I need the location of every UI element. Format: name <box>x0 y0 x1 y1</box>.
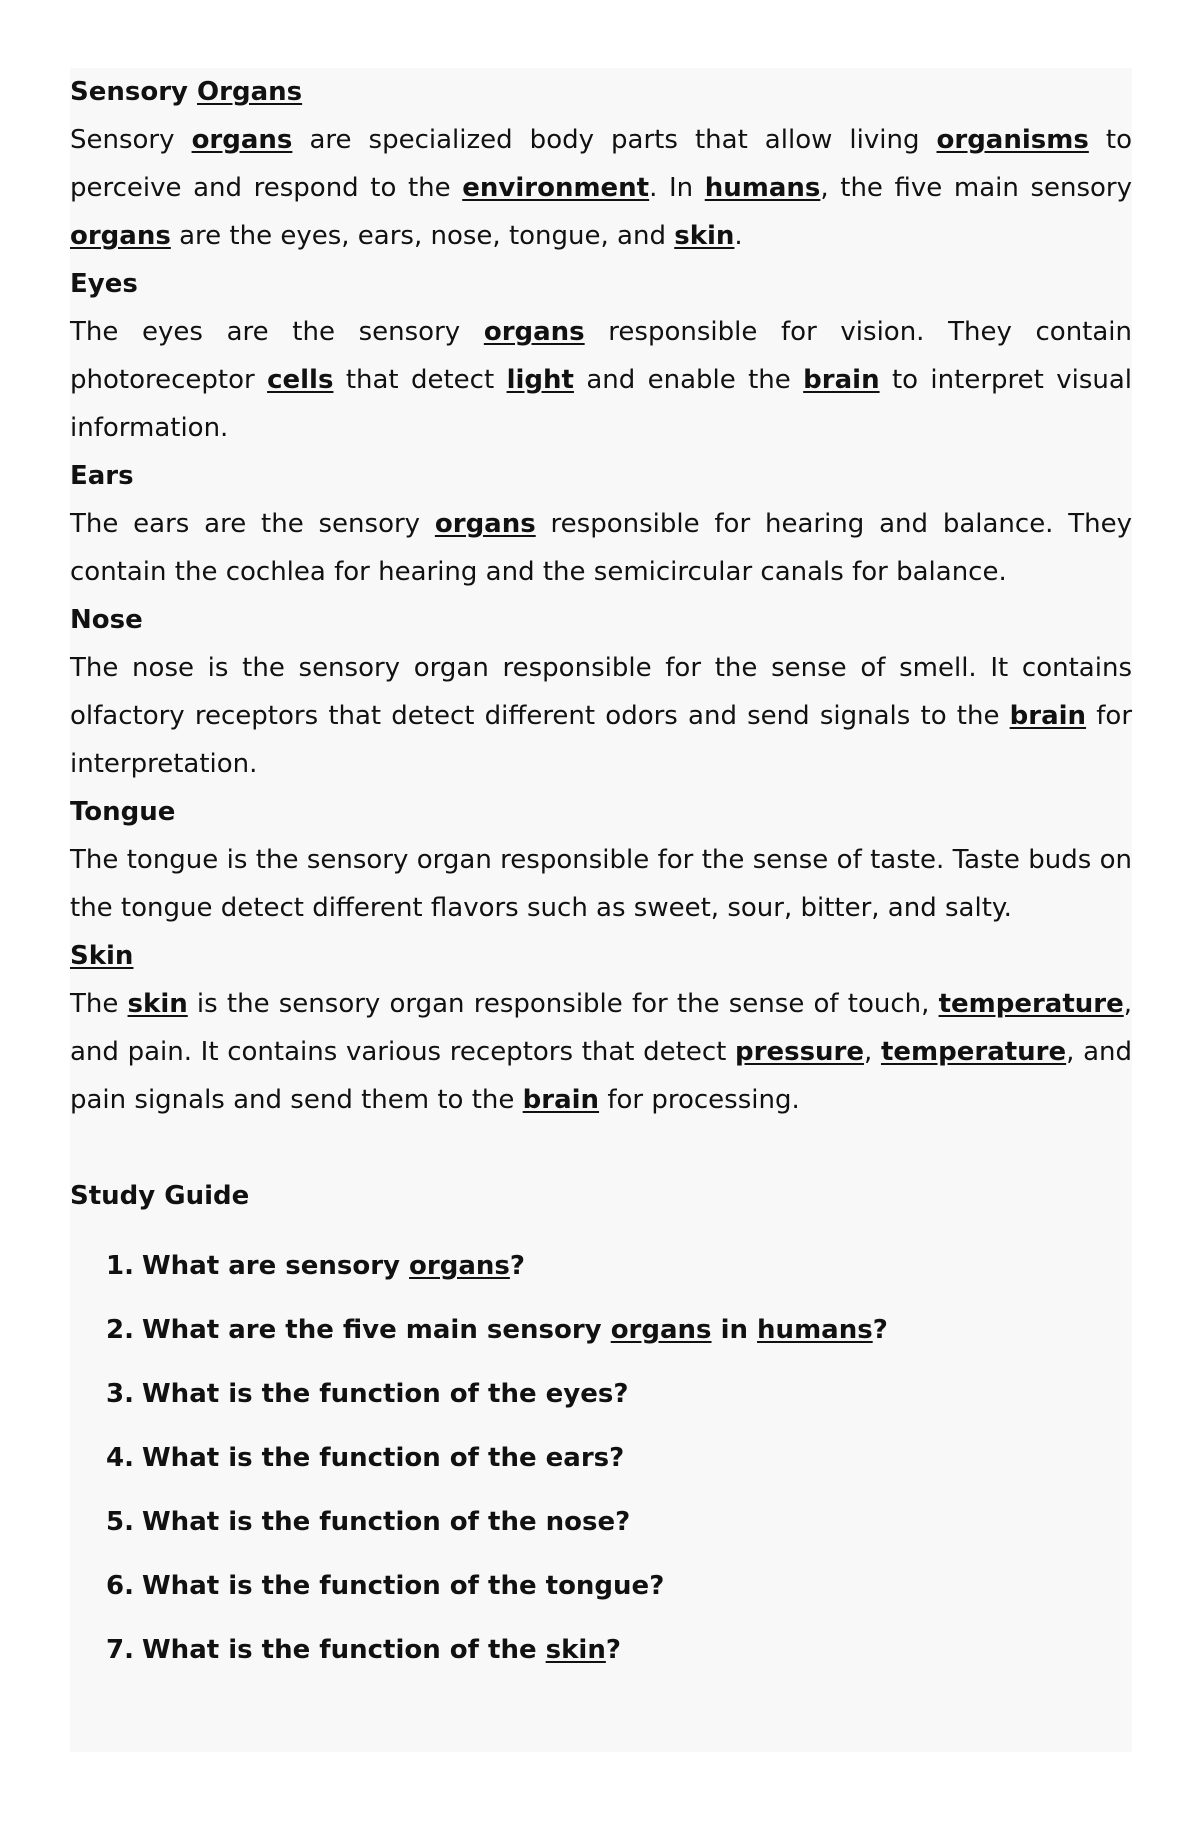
title-text: Sensory <box>70 77 198 107</box>
heading-nose: Nose <box>70 605 143 635</box>
link-organs[interactable]: organs <box>409 1251 510 1281</box>
link-humans[interactable]: humans <box>757 1315 873 1345</box>
list-item <box>106 1506 1132 1538</box>
link-skin[interactable]: skin <box>127 989 188 1019</box>
text: responsible for vision. They contain photoreceptor <box>70 317 1133 395</box>
document-body <box>70 68 1132 1752</box>
link-temperature[interactable]: temperature <box>880 1037 1067 1067</box>
text: The eyes are the sensory <box>70 317 484 347</box>
question-text: What is the function of the ears? <box>142 1443 625 1473</box>
link-humans[interactable]: humans <box>704 173 821 203</box>
link-organs[interactable]: organs <box>610 1315 712 1345</box>
link-organs[interactable]: organs <box>191 125 293 155</box>
text: are the eyes, ears, nose, tongue, and <box>170 221 675 251</box>
page-title <box>70 68 1132 116</box>
text: and enable the <box>573 365 804 395</box>
link-environment[interactable]: environment <box>462 173 650 203</box>
list-item <box>106 1378 1132 1410</box>
question-text: What is the function of the <box>142 1635 546 1665</box>
text: The nose is the sensory organ responsible for the sense of smell. It contains olfactory receptors that detect different odors and send signals to the <box>70 653 1132 731</box>
link-pressure[interactable]: pressure <box>735 1037 865 1067</box>
heading-skin[interactable]: Skin <box>70 941 134 971</box>
link-temperature[interactable]: temperature <box>938 989 1124 1019</box>
text: responsible for hearing and balance. They contain the cochlea for hearing and the semicircular canals for balance. <box>70 509 1133 587</box>
list-number: 5. <box>106 1507 134 1537</box>
link-skin[interactable]: skin <box>674 221 735 251</box>
list-item <box>106 1634 1132 1666</box>
text: . In <box>649 173 705 203</box>
text: to perceive and respond to the <box>70 125 1132 203</box>
skin-paragraph <box>70 980 1132 1124</box>
link-skin[interactable]: skin <box>545 1635 606 1665</box>
text: , and pain. It contains various receptors that detect <box>70 989 1132 1067</box>
text: The <box>70 989 128 1019</box>
title-link[interactable]: Organs <box>197 77 303 107</box>
study-guide-title: Study Guide <box>70 1181 250 1211</box>
link-brain[interactable]: brain <box>522 1085 600 1115</box>
link-organisms[interactable]: organisms <box>936 125 1089 155</box>
list-item <box>106 1442 1132 1474</box>
text: for processing. <box>599 1085 800 1115</box>
heading-eyes: Eyes <box>70 269 138 299</box>
list-item <box>106 1250 1132 1282</box>
text: to interpret visual information. <box>70 365 1132 443</box>
question-text: What are sensory <box>142 1251 410 1281</box>
link-organs[interactable]: organs <box>434 509 536 539</box>
text: . <box>734 221 743 251</box>
text: The ears are the sensory <box>70 509 435 539</box>
text: , the five main sensory <box>820 173 1132 203</box>
heading-tongue: Tongue <box>70 797 176 827</box>
list-number: 2. <box>106 1315 134 1345</box>
text: for interpretation. <box>70 701 1133 779</box>
question-text: What is the function of the eyes? <box>142 1379 629 1409</box>
question-text: ? <box>872 1315 888 1345</box>
list-number: 3. <box>106 1379 134 1409</box>
question-text: What are the five main sensory <box>142 1315 611 1345</box>
question-text: ? <box>509 1251 525 1281</box>
text: , and pain signals and send them to the <box>70 1037 1132 1115</box>
study-guide-list <box>70 1250 1132 1666</box>
list-number: 4. <box>106 1443 134 1473</box>
link-organs[interactable]: organs <box>483 317 585 347</box>
list-number: 1. <box>106 1251 134 1281</box>
ears-paragraph <box>70 500 1132 596</box>
list-item <box>106 1314 1132 1346</box>
nose-paragraph <box>70 644 1132 788</box>
link-cells[interactable]: cells <box>267 365 334 395</box>
tongue-paragraph: The tongue is the sensory organ responsible for the sense of taste. Taste buds on the tongue detect different flavors such as sweet, sour, bitter, and salty. <box>70 845 1132 923</box>
spacer <box>70 1124 1132 1172</box>
question-text: What is the function of the nose? <box>142 1507 631 1537</box>
question-text: What is the function of the tongue? <box>142 1571 665 1601</box>
eyes-paragraph <box>70 308 1132 452</box>
intro-paragraph <box>70 116 1132 260</box>
text: are specialized body parts that allow living <box>292 125 937 155</box>
list-number: 7. <box>106 1635 134 1665</box>
list-number: 6. <box>106 1571 134 1601</box>
link-light[interactable]: light <box>506 365 574 395</box>
text: Sensory <box>70 125 192 155</box>
heading-ears: Ears <box>70 461 134 491</box>
link-brain[interactable]: brain <box>1009 701 1087 731</box>
list-item <box>106 1570 1132 1602</box>
link-organs[interactable]: organs <box>70 221 171 251</box>
text: , <box>864 1037 881 1067</box>
link-brain[interactable]: brain <box>803 365 880 395</box>
question-text: ? <box>605 1635 621 1665</box>
text: that detect <box>333 365 507 395</box>
text: is the sensory organ responsible for the sense of touch, <box>187 989 939 1019</box>
question-text: in <box>711 1315 758 1345</box>
